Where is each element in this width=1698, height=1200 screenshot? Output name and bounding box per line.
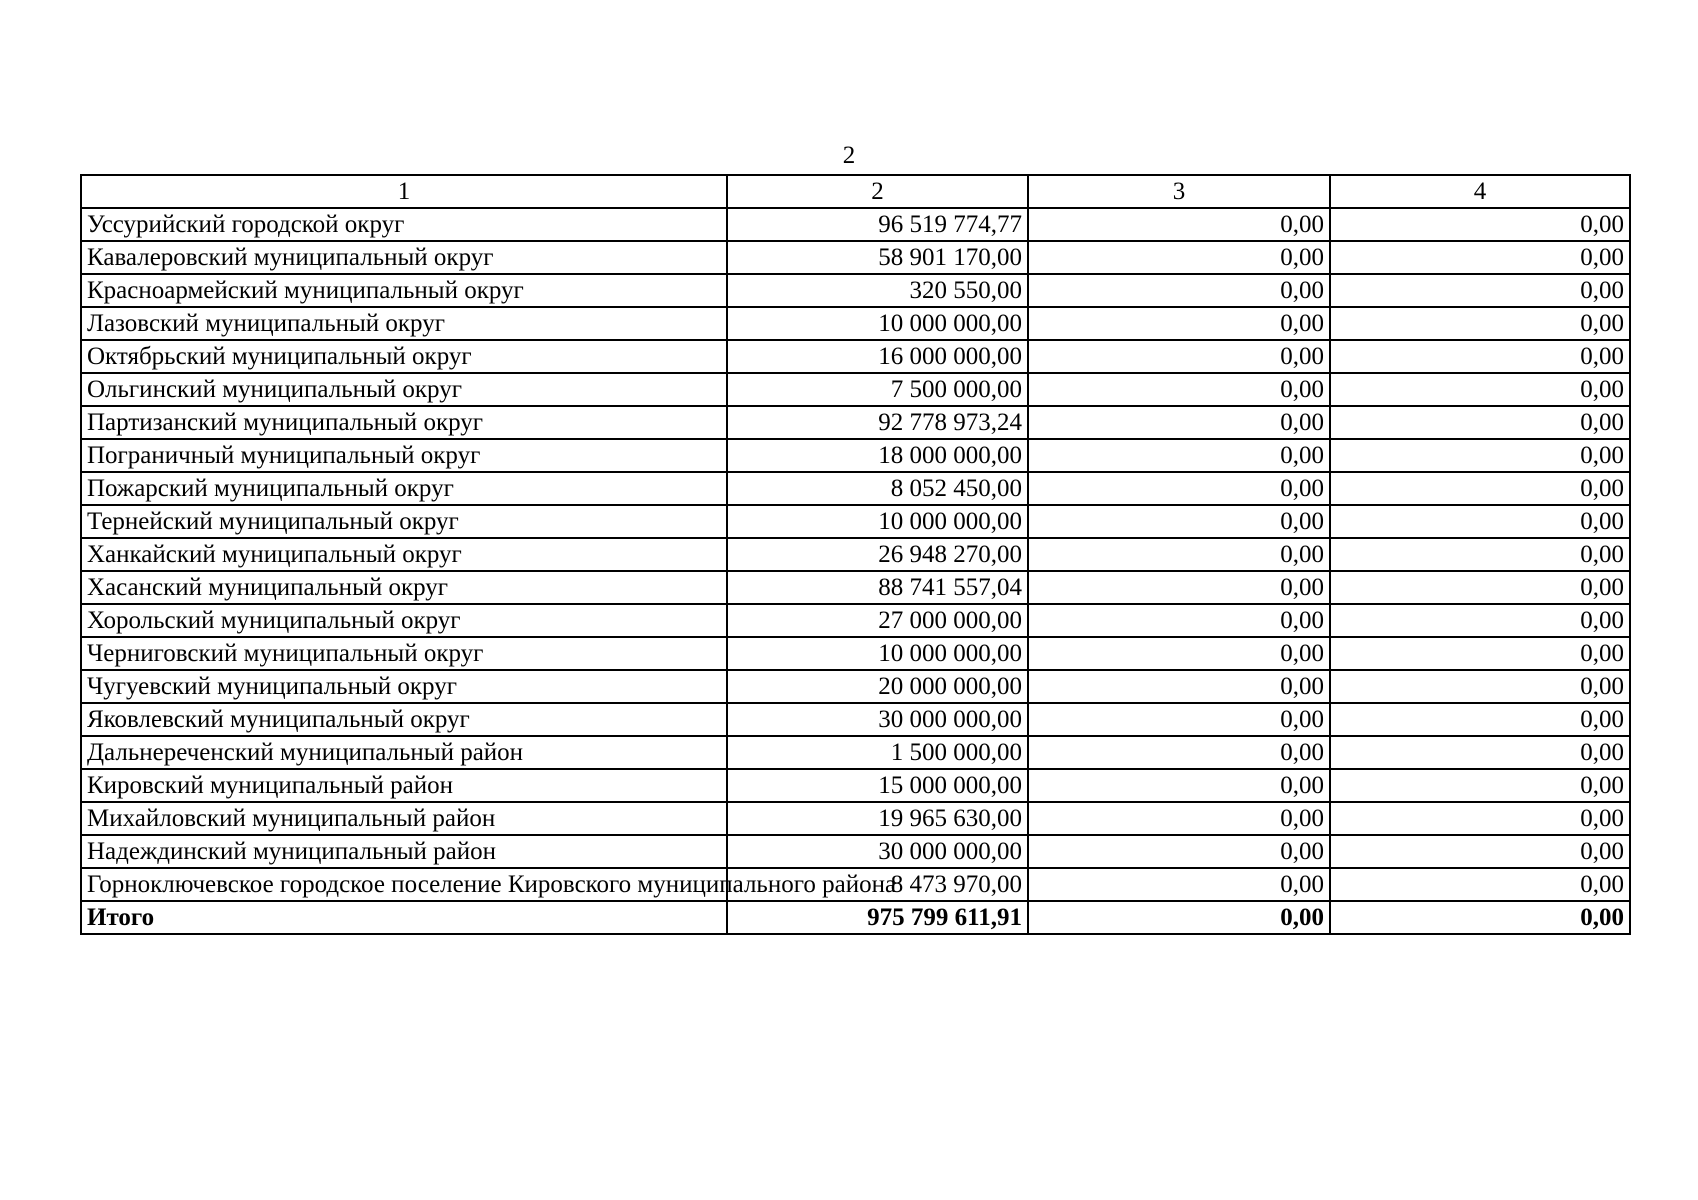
total-label: Итого <box>81 901 727 934</box>
column-header: 3 <box>1028 175 1330 208</box>
value-col4: 0,00 <box>1330 340 1630 373</box>
value-col4: 0,00 <box>1330 637 1630 670</box>
value-col4: 0,00 <box>1330 307 1630 340</box>
municipality-name: Лазовский муниципальный округ <box>81 307 727 340</box>
table-row <box>81 571 1630 604</box>
municipality-name: Хорольский муниципальный округ <box>81 604 727 637</box>
value-col4: 0,00 <box>1330 670 1630 703</box>
value-col3: 0,00 <box>1028 868 1330 901</box>
table-row <box>81 241 1630 274</box>
value-col2: 30 000 000,00 <box>727 703 1028 736</box>
table-row <box>81 406 1630 439</box>
value-col3: 0,00 <box>1028 637 1330 670</box>
value-col3: 0,00 <box>1028 670 1330 703</box>
value-col2: 15 000 000,00 <box>727 769 1028 802</box>
table-row <box>81 868 1630 901</box>
value-col3: 0,00 <box>1028 472 1330 505</box>
municipality-name: Красноармейский муниципальный округ <box>81 274 727 307</box>
value-col2: 58 901 170,00 <box>727 241 1028 274</box>
table-header-row <box>81 175 1630 208</box>
municipality-name: Михайловский муниципальный район <box>81 802 727 835</box>
column-header: 2 <box>727 175 1028 208</box>
table-row <box>81 340 1630 373</box>
municipality-name: Тернейский муниципальный округ <box>81 505 727 538</box>
value-col4: 0,00 <box>1330 373 1630 406</box>
municipality-name: Горноключевское городское поселение Кировского муниципального района <box>81 868 727 901</box>
value-col3: 0,00 <box>1028 604 1330 637</box>
value-col2: 26 948 270,00 <box>727 538 1028 571</box>
table-row <box>81 604 1630 637</box>
table-row <box>81 670 1630 703</box>
value-col4: 0,00 <box>1330 241 1630 274</box>
municipality-name: Ольгинский муниципальный округ <box>81 373 727 406</box>
table-row <box>81 274 1630 307</box>
value-col2: 8 052 450,00 <box>727 472 1028 505</box>
municipality-name: Пограничный муниципальный округ <box>81 439 727 472</box>
municipality-name: Хасанский муниципальный округ <box>81 571 727 604</box>
value-col4: 0,00 <box>1330 274 1630 307</box>
table-row <box>81 208 1630 241</box>
table-row <box>81 769 1630 802</box>
table-row <box>81 307 1630 340</box>
municipality-name: Кировский муниципальный район <box>81 769 727 802</box>
table-body <box>81 208 1630 901</box>
value-col3: 0,00 <box>1028 736 1330 769</box>
value-col3: 0,00 <box>1028 835 1330 868</box>
total-value-col3: 0,00 <box>1028 901 1330 934</box>
municipality-name: Кавалеровский муниципальный округ <box>81 241 727 274</box>
page-number: 2 <box>842 142 856 169</box>
value-col3: 0,00 <box>1028 406 1330 439</box>
value-col3: 0,00 <box>1028 340 1330 373</box>
value-col3: 0,00 <box>1028 571 1330 604</box>
value-col4: 0,00 <box>1330 868 1630 901</box>
value-col2: 27 000 000,00 <box>727 604 1028 637</box>
value-col2: 19 965 630,00 <box>727 802 1028 835</box>
value-col2: 7 500 000,00 <box>727 373 1028 406</box>
total-value-col4: 0,00 <box>1330 901 1630 934</box>
value-col3: 0,00 <box>1028 274 1330 307</box>
value-col2: 16 000 000,00 <box>727 340 1028 373</box>
budget-table <box>80 174 1631 935</box>
total-value-col2: 975 799 611,91 <box>727 901 1028 934</box>
municipality-name: Пожарский муниципальный округ <box>81 472 727 505</box>
municipality-name: Чугуевский муниципальный округ <box>81 670 727 703</box>
municipality-name: Октябрьский муниципальный округ <box>81 340 727 373</box>
value-col4: 0,00 <box>1330 472 1630 505</box>
column-header: 1 <box>81 175 727 208</box>
value-col2: 20 000 000,00 <box>727 670 1028 703</box>
value-col2: 10 000 000,00 <box>727 637 1028 670</box>
table-row <box>81 703 1630 736</box>
table-row <box>81 736 1630 769</box>
value-col3: 0,00 <box>1028 373 1330 406</box>
value-col4: 0,00 <box>1330 505 1630 538</box>
value-col2: 88 741 557,04 <box>727 571 1028 604</box>
municipality-name: Уссурийский городской округ <box>81 208 727 241</box>
value-col4: 0,00 <box>1330 604 1630 637</box>
value-col4: 0,00 <box>1330 802 1630 835</box>
value-col3: 0,00 <box>1028 307 1330 340</box>
column-header: 4 <box>1330 175 1630 208</box>
value-col3: 0,00 <box>1028 439 1330 472</box>
value-col2: 10 000 000,00 <box>727 307 1028 340</box>
value-col3: 0,00 <box>1028 505 1330 538</box>
value-col2: 1 500 000,00 <box>727 736 1028 769</box>
municipality-name: Партизанский муниципальный округ <box>81 406 727 439</box>
value-col3: 0,00 <box>1028 703 1330 736</box>
value-col4: 0,00 <box>1330 439 1630 472</box>
table-row <box>81 835 1630 868</box>
value-col4: 0,00 <box>1330 406 1630 439</box>
value-col4: 0,00 <box>1330 571 1630 604</box>
value-col3: 0,00 <box>1028 802 1330 835</box>
table-row <box>81 439 1630 472</box>
table-row <box>81 472 1630 505</box>
municipality-name: Дальнереченский муниципальный район <box>81 736 727 769</box>
value-col2: 10 000 000,00 <box>727 505 1028 538</box>
value-col4: 0,00 <box>1330 835 1630 868</box>
value-col3: 0,00 <box>1028 208 1330 241</box>
table-row <box>81 637 1630 670</box>
municipality-name: Яковлевский муниципальный округ <box>81 703 727 736</box>
value-col2: 92 778 973,24 <box>727 406 1028 439</box>
table-row <box>81 373 1630 406</box>
table-row <box>81 505 1630 538</box>
value-col2: 320 550,00 <box>727 274 1028 307</box>
municipality-name: Черниговский муниципальный округ <box>81 637 727 670</box>
value-col4: 0,00 <box>1330 208 1630 241</box>
value-col3: 0,00 <box>1028 538 1330 571</box>
value-col3: 0,00 <box>1028 769 1330 802</box>
municipality-name: Надеждинский муниципальный район <box>81 835 727 868</box>
table-row <box>81 802 1630 835</box>
municipality-name: Ханкайский муниципальный округ <box>81 538 727 571</box>
value-col4: 0,00 <box>1330 538 1630 571</box>
total-row <box>81 901 1630 934</box>
value-col4: 0,00 <box>1330 703 1630 736</box>
value-col2: 18 000 000,00 <box>727 439 1028 472</box>
value-col3: 0,00 <box>1028 241 1330 274</box>
table-row <box>81 538 1630 571</box>
value-col2: 8 473 970,00 <box>727 868 1028 901</box>
value-col2: 96 519 774,77 <box>727 208 1028 241</box>
value-col4: 0,00 <box>1330 769 1630 802</box>
value-col4: 0,00 <box>1330 736 1630 769</box>
value-col2: 30 000 000,00 <box>727 835 1028 868</box>
